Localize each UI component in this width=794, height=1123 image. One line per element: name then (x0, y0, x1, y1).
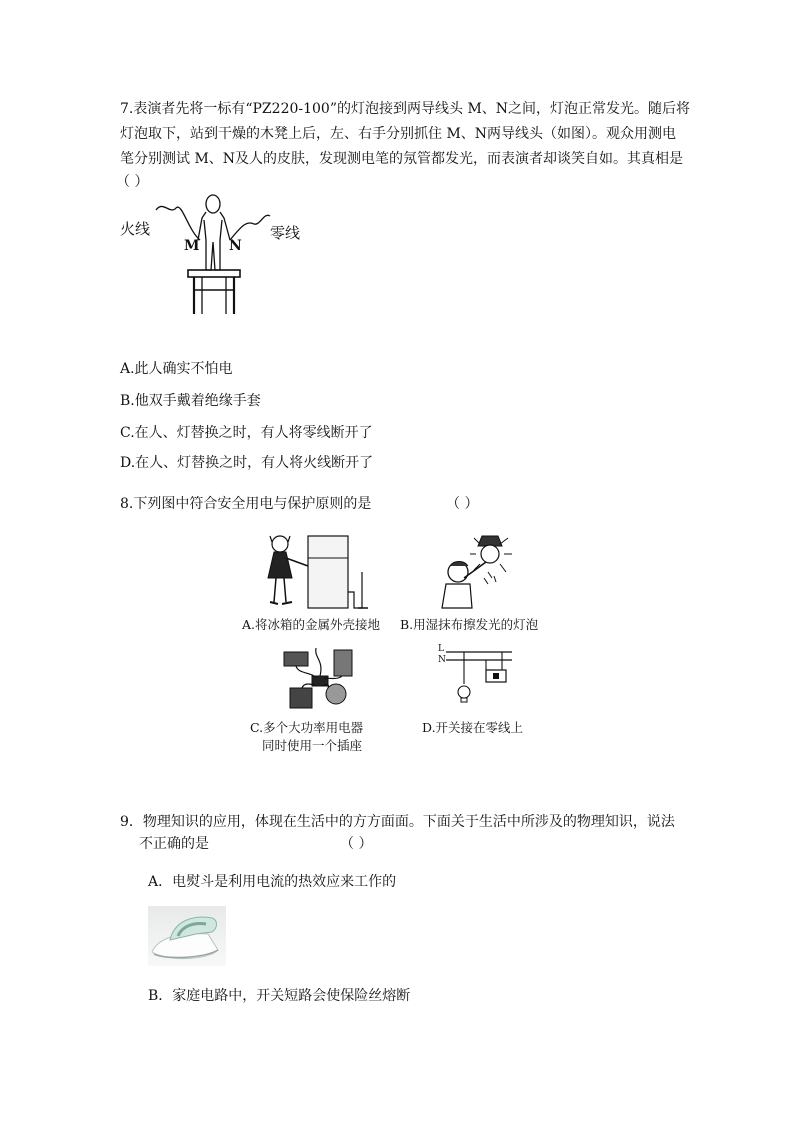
person-on-stool-illustration (118, 190, 308, 320)
q7-stem-line2: 灯泡取下，站到干燥的木凳上后，左、右手分别抓住 M、N两导线头（如图）。观众用测电 (120, 126, 677, 142)
q8-caption-b: B.用湿抹布擦发光的灯泡 (400, 617, 539, 632)
q8-caption-a: A.将冰箱的金属外壳接地 (242, 617, 381, 632)
q8-answer-bracket: （ ） (446, 496, 479, 512)
neutral-line-label: N (438, 655, 446, 665)
q7-figure (118, 190, 308, 320)
terminal-m-label: M (184, 238, 200, 254)
terminal-n-label: N (229, 238, 242, 254)
q7-option-d: D.在人、灯替换之时，有人将火线断开了 (120, 455, 374, 471)
q9-option-a: A．电熨斗是利用电流的热效应来工作的 (148, 874, 397, 890)
q9-option-b: B．家庭电路中，开关短路会使保险丝熔断 (148, 988, 411, 1004)
q8-stem: 8.下列图中符合安全用电与保护原则的是 (120, 496, 372, 512)
q7-stem-line1: 7.表演者先将一标有“PZ220-100”的灯泡接到两导线头 M、N之间，灯泡正常发光。随后将 (120, 101, 691, 117)
live-line-label: L (438, 644, 444, 654)
q9-stem-line1: 9．物理知识的应用，体现在生活中的方方面面。下面关于生活中所涉及的物理知识，说法 (120, 814, 675, 830)
q7-option-b: B.他双手戴着绝缘手套 (120, 393, 261, 409)
q8-caption-c-line1: C.多个大功率用电器 (250, 720, 364, 735)
q8-caption-d: D.开关接在零线上 (422, 720, 524, 735)
q7-option-c: C.在人、灯替换之时，有人将零线断开了 (120, 425, 373, 441)
electric-iron-photo (148, 906, 226, 966)
fridge-grounding-illustration (262, 532, 374, 612)
overloaded-socket-illustration (278, 644, 360, 716)
q7-stem-line3: 笔分别测试 M、N及人的皮肤，发现测电笔的氖管都发光，而表演者却谈笑自如。其真相是 (120, 151, 684, 167)
neutral-wire-label: 零线 (270, 224, 301, 242)
live-wire-label: 火线 (120, 220, 151, 238)
q9-stem-line2: 不正确的是 (139, 836, 209, 852)
wet-cloth-bulb-illustration (430, 532, 520, 612)
q8-caption-c-line2: 同时使用一个插座 (262, 738, 363, 753)
q9-answer-bracket: （ ） (340, 836, 373, 852)
q7-option-a: A.此人确实不怕电 (120, 361, 233, 377)
q7-answer-bracket: （ ） (116, 174, 149, 190)
switch-circuit-diagram (436, 646, 516, 712)
